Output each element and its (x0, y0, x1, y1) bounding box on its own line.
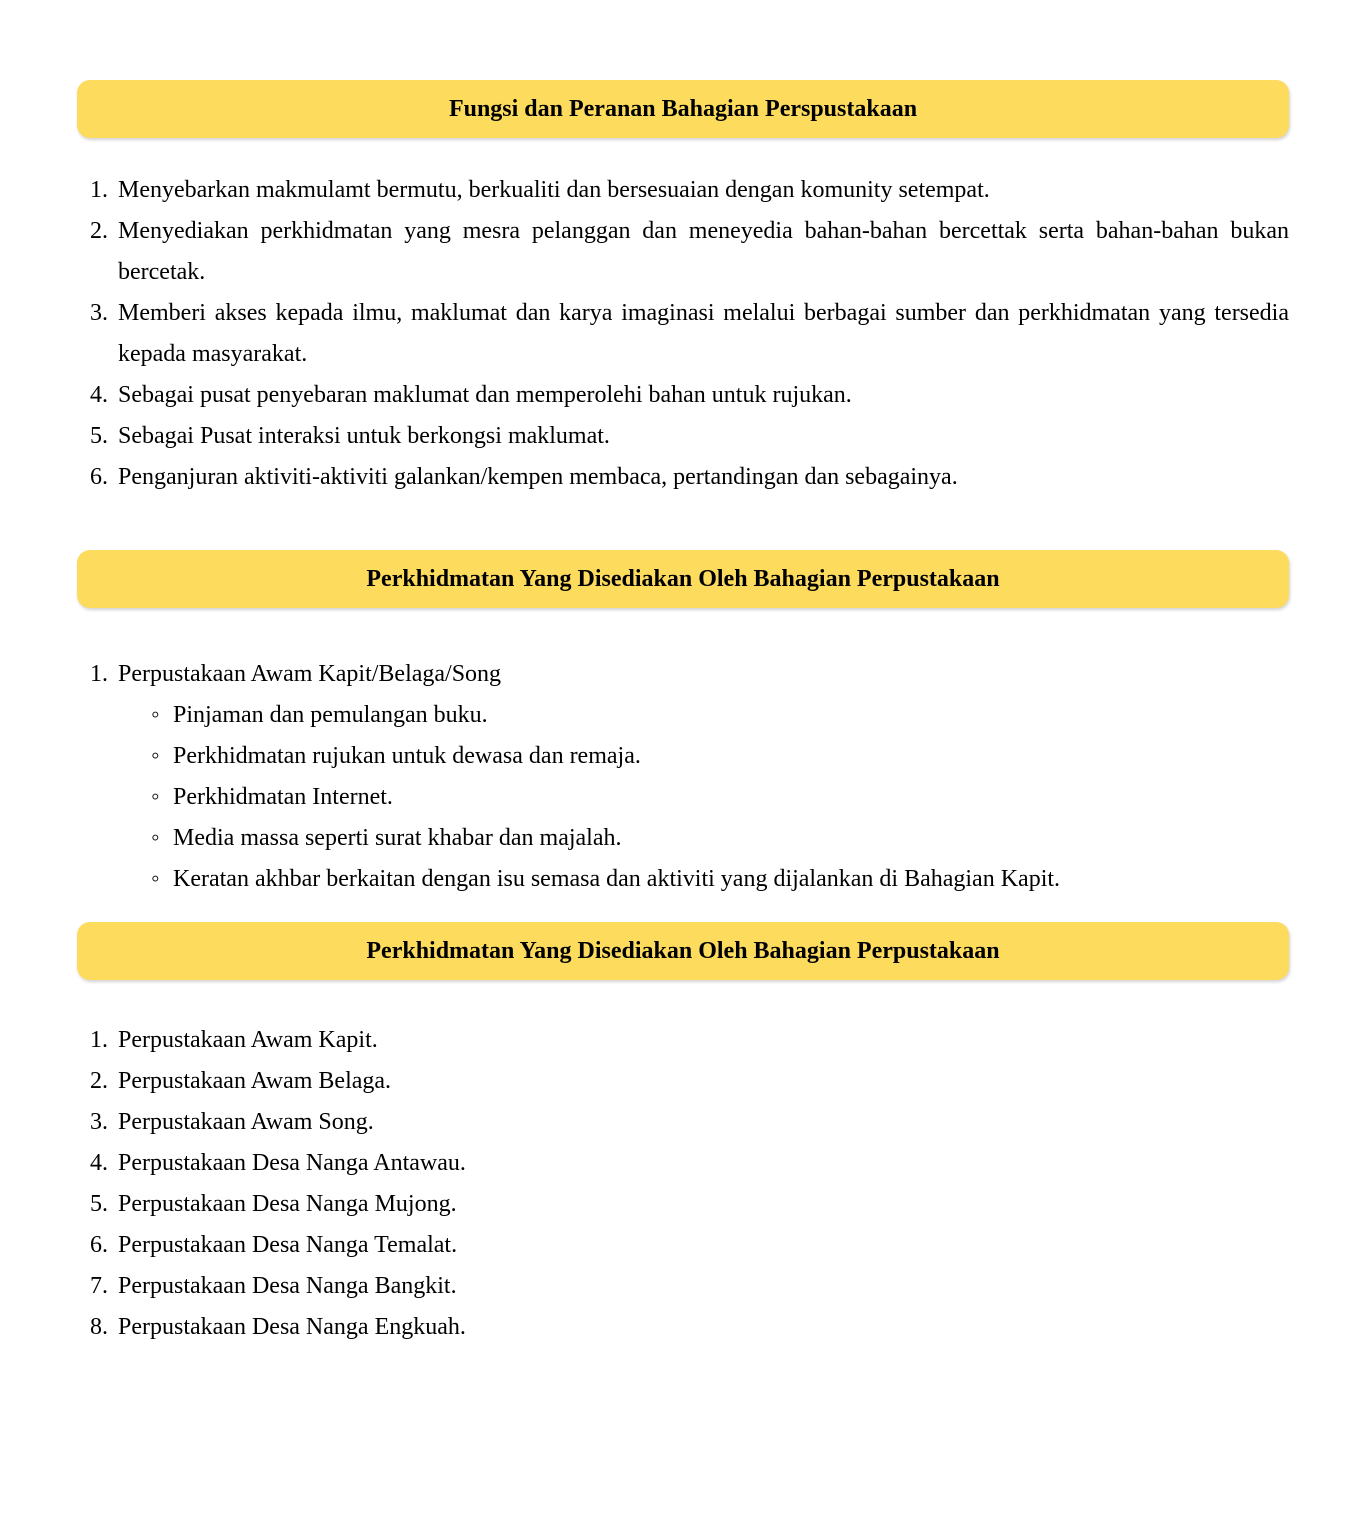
services-sub-list (118, 695, 1289, 900)
section-banner-functions (77, 80, 1289, 138)
list-item: Perpustakaan Awam Belaga. (118, 1068, 392, 1094)
sub-list-item: ◦ Perkhidmatan Internet. (173, 777, 1289, 818)
list-item: Perpustakaan Awam Kapit. (118, 1027, 378, 1053)
list-item: Perpustakaan Awam Song. (118, 1109, 374, 1135)
banner-title: Perkhidmatan Yang Disediakan Oleh Bahagian Perpustakaan (366, 937, 1000, 964)
list-item: Perpustakaan Desa Nanga Mujong. (118, 1191, 457, 1217)
services-list (77, 654, 1289, 900)
list-item: Menyediakan perkhidmatan yang mesra pelanggan dan meneyedia bahan-bahan bercettak serta bahan-bahan bukan bercetak. (118, 218, 1289, 285)
list-item: Sebagai pusat penyebaran maklumat dan memperolehi bahan untuk rujukan. (118, 382, 852, 408)
section-banner-libraries (77, 922, 1289, 980)
list-item: Sebagai Pusat interaksi untuk berkongsi maklumat. (118, 423, 610, 449)
section-banner-services (77, 550, 1289, 608)
list-item: Perpustakaan Desa Nanga Temalat. (118, 1232, 458, 1258)
sub-list-item: ◦ Pinjaman dan pemulangan buku. (173, 695, 1289, 736)
sub-list-item: ◦ Keratan akhbar berkaitan dengan isu semasa dan aktiviti yang dijalankan di Bahagian Kapit. (173, 859, 1289, 900)
list-item (118, 654, 1289, 900)
functions-list (77, 170, 1289, 498)
banner-title: Perkhidmatan Yang Disediakan Oleh Bahagian Perpustakaan (366, 565, 1000, 592)
list-item: Menyebarkan makmulamt bermutu, berkualiti dan bersesuaian dengan komunity setempat. (118, 177, 990, 203)
libraries-list (77, 1020, 1289, 1348)
list-item: Perpustakaan Desa Nanga Engkuah. (118, 1314, 466, 1340)
list-item: Penganjuran aktiviti-aktiviti galankan/kempen membaca, pertandingan dan sebagainya. (118, 464, 958, 490)
sub-list-item: ◦ Media massa seperti surat khabar dan majalah. (173, 818, 1289, 859)
list-item-text: Perpustakaan Awam Kapit/Belaga/Song (118, 661, 502, 687)
sub-list-item: ◦ Perkhidmatan rujukan untuk dewasa dan remaja. (173, 736, 1289, 777)
list-item: Perpustakaan Desa Nanga Bangkit. (118, 1273, 457, 1299)
banner-title: Fungsi dan Peranan Bahagian Perspustakaan (448, 95, 918, 122)
list-item: Perpustakaan Desa Nanga Antawau. (118, 1150, 466, 1176)
list-item: Memberi akses kepada ilmu, maklumat dan karya imaginasi melalui berbagai sumber dan perkhidmatan yang tersedia kepada masyarakat. (118, 300, 1289, 367)
